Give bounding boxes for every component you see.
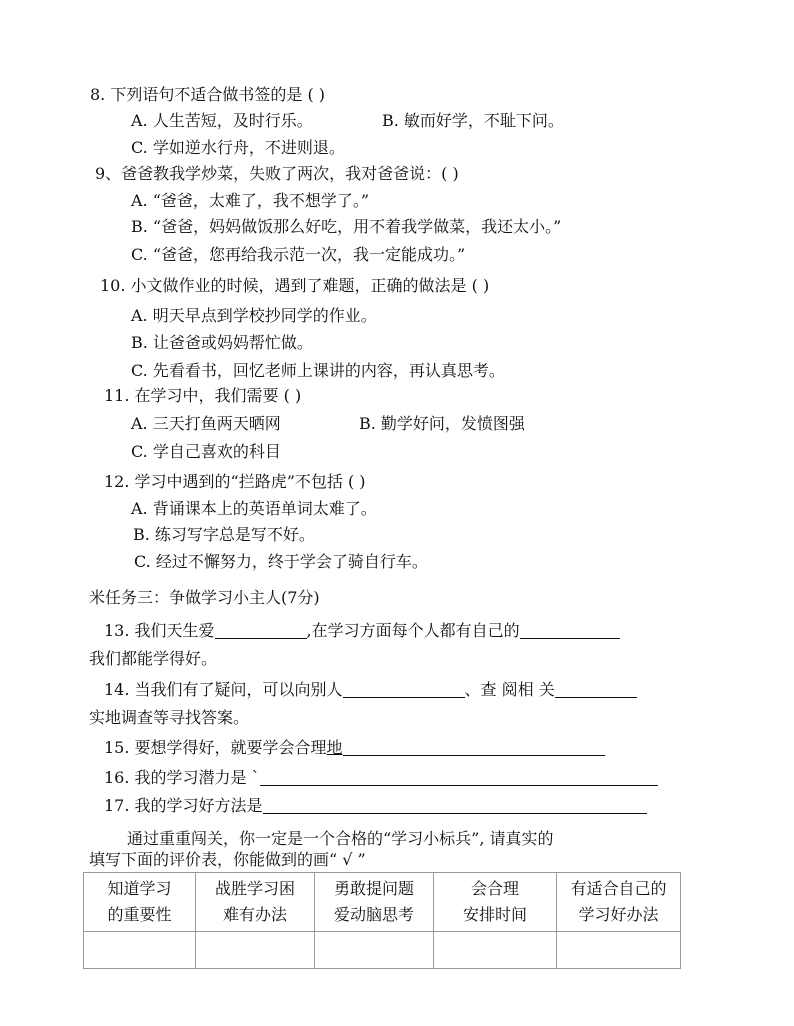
question-17-blank[interactable] [263,797,647,814]
answer-cell-3[interactable] [315,932,434,969]
question-13-line-2: 我们都能学得好。 [89,649,218,668]
question-9-option-c: C. “爸爸，您再给我示范一次，我一定能成功。” [131,245,466,264]
table-header-cell [84,873,196,932]
question-12-stem: 12. 学习中遇到的“拦路虎”不包括 ( ) [104,472,366,491]
question-10-stem: 10. 小文做作业的时候，遇到了难题，正确的做法是 ( ) [100,276,490,295]
table-header-cell [315,873,434,932]
question-15-blank[interactable] [343,739,605,756]
question-14-part-1: 14. 当我们有了疑问，可以向别人 [104,680,343,699]
table-header-cell [434,873,557,932]
question-14-line-2: 实地调查等寻找答案。 [89,708,250,727]
question-9-option-a: A. “爸爸，太难了，我不想学了。” [131,191,370,210]
answer-cell-1[interactable] [84,932,196,969]
question-10-option-c: C. 先看看书，回忆老师上课讲的内容，再认真思考。 [131,361,505,380]
question-11-option-b: B. 勤学好问，发愤图强 [359,414,525,433]
answer-cell-5[interactable] [557,932,681,969]
question-15-underlined: 地 [326,738,343,757]
question-13-blank-2[interactable] [520,622,620,639]
header-5-line-2: 学习好办法 [578,905,659,924]
question-12-option-b: B. 练习写字总是写不好。 [133,525,315,544]
question-17-part-1: 17. 我的学习好方法是 [104,796,263,815]
table-header-cell [196,873,315,932]
evaluation-table [83,872,681,969]
question-12-option-c: C. 经过不懈努力，终于学会了骑自行车。 [134,552,428,571]
closing-line-2: 填写下面的评价表，你能做到的画“ √ ” [89,850,366,869]
question-15-part-1: 15. 要想学得好，就要学会合理 [104,738,327,757]
question-8-option-a: A. 人生苦短，及时行乐。 [131,111,313,130]
header-3-line-2: 爱动脑思考 [333,905,414,924]
table-header-cell [557,873,681,932]
question-16-part-1: 16. 我的学习潜力是 ` [104,768,260,787]
question-11-option-c: C. 学自己喜欢的科目 [131,442,281,461]
task-3-title: 米任务三：争做学习小主人(7分) [89,588,320,607]
question-15-line [104,737,605,759]
question-14-blank-2[interactable] [555,681,637,698]
question-8-option-b: B. 敏而好学，不耻下问。 [382,111,564,130]
question-8-stem: 8. 下列语句不适合做书签的是 ( ) [90,85,326,104]
header-3-line-1: 勇敢提问题 [333,879,414,898]
question-8-option-c: C. 学如逆水行舟，不进则退。 [131,138,345,157]
question-10-option-a: A. 明天早点到学校抄同学的作业。 [131,306,377,325]
question-11-stem: 11. 在学习中，我们需要 ( ) [104,386,302,405]
question-13-part-1: 13. 我们天生爱 [104,621,215,640]
header-1-line-1: 知道学习 [107,879,172,898]
question-14-line-1 [104,679,637,701]
header-5-line-1: 有适合自己的 [570,879,667,898]
header-4-line-2: 安排时间 [462,905,527,924]
question-16-line [104,767,658,789]
header-1-line-2: 的重要性 [107,905,172,924]
question-16-blank[interactable] [260,769,658,786]
question-9-stem: 9、爸爸教我学炒菜，失败了两次，我对爸爸说：( ) [95,164,459,183]
answer-cell-2[interactable] [196,932,315,969]
header-2-line-2: 难有办法 [222,905,287,924]
evaluation-table-header-row [84,873,681,932]
evaluation-table-answer-row [84,932,681,969]
question-10-option-b: B. 让爸爸或妈妈帮忙做。 [131,333,313,352]
question-13-blank-1[interactable] [215,622,307,639]
answer-cell-4[interactable] [434,932,557,969]
header-2-line-1: 战胜学习困 [214,879,295,898]
question-12-option-a: A. 背诵课本上的英语单词太难了。 [131,499,377,518]
question-9-option-b: B. “爸爸，妈妈做饭那么好吃，用不着我学做菜，我还太小。” [131,217,562,236]
header-4-line-1: 会合理 [470,879,519,898]
question-14-part-2: 、查 阅相 关 [464,680,555,699]
question-13-part-2: ,在学习方面每个人都有自己的 [306,621,520,640]
closing-line-1: 通过重重闯关，你一定是一个合格的“学习小标兵”, 请真实的 [127,829,554,848]
question-17-line [104,795,647,817]
question-11-option-a: A. 三天打鱼两天晒网 [131,414,281,433]
question-14-blank-1[interactable] [343,681,465,698]
question-13-line-1 [104,620,620,642]
